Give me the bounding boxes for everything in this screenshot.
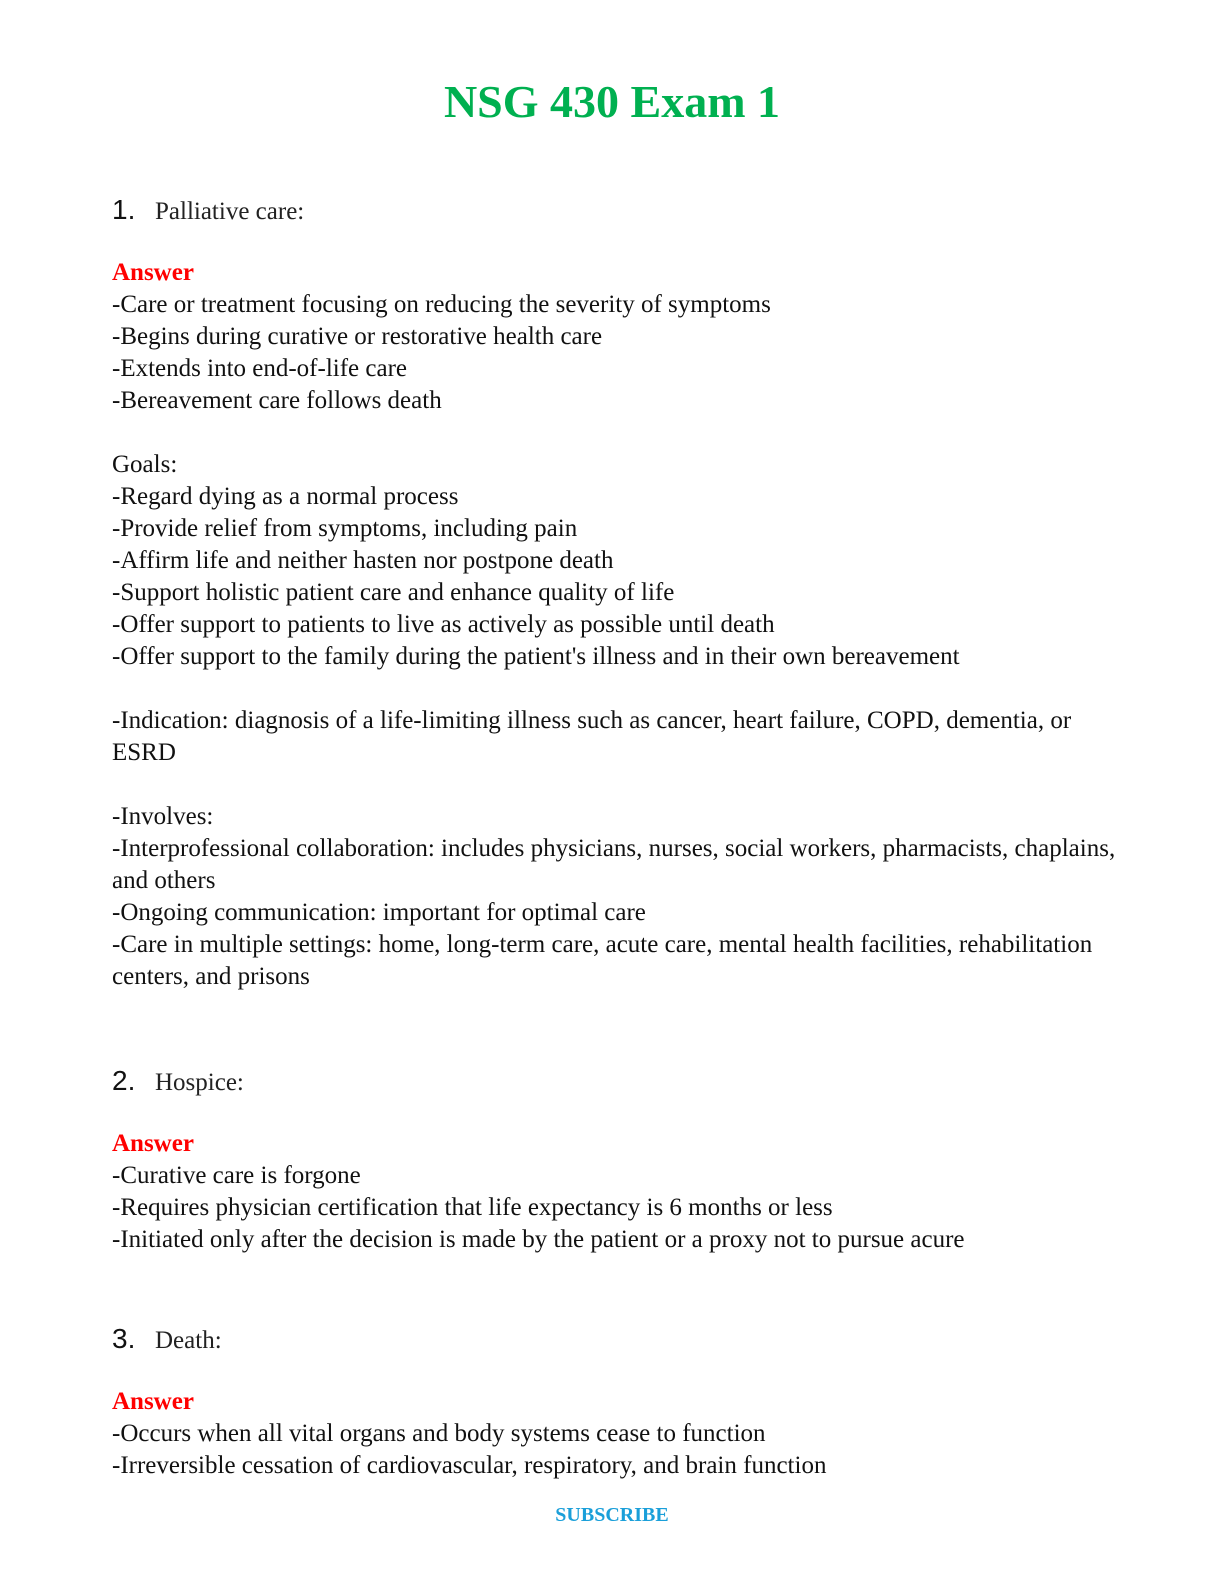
answer-label: Answer xyxy=(112,1388,194,1415)
answer-line: -Support holistic patient care and enhance quality of life xyxy=(112,579,675,606)
answer-line: -Care in multiple settings: home, long-term care, acute care, mental health facilities, rehabilitation centers, and prisons xyxy=(112,931,1093,990)
question-heading xyxy=(112,194,1122,234)
question-number: 1. xyxy=(112,194,136,225)
answer-line: -Begins during curative or restorative health care xyxy=(112,323,603,350)
exam-content xyxy=(112,194,1122,1482)
question-heading xyxy=(112,1323,1122,1363)
answer-line: -Irreversible cessation of cardiovascular, respiratory, and brain function xyxy=(112,1452,827,1479)
goals-heading: Goals: xyxy=(112,451,178,478)
paragraph-gap xyxy=(112,673,1122,705)
answer-label: Answer xyxy=(112,259,194,286)
answer-label: Answer xyxy=(112,1130,194,1157)
question-3 xyxy=(112,1323,1122,1482)
question-1 xyxy=(112,194,1122,993)
question-number: 2. xyxy=(112,1065,136,1096)
answer-line: -Initiated only after the decision is made by the patient or a proxy not to pursue acure xyxy=(112,1226,965,1253)
question-heading xyxy=(112,1065,1122,1105)
answer-line: -Regard dying as a normal process xyxy=(112,483,459,510)
answer-line: -Ongoing communication: important for optimal care xyxy=(112,899,646,926)
paragraph-gap xyxy=(112,769,1122,801)
question-label: Palliative care: xyxy=(155,198,305,225)
answer-line: -Care or treatment focusing on reducing the severity of symptoms xyxy=(112,291,771,318)
answer-line: -Offer support to the family during the patient's illness and in their own bereavement xyxy=(112,643,960,670)
answer-line: -Offer support to patients to live as actively as possible until death xyxy=(112,611,775,638)
question-2 xyxy=(112,1065,1122,1256)
involves-heading: -Involves: xyxy=(112,803,214,830)
question-label: Hospice: xyxy=(155,1069,244,1096)
paragraph-gap xyxy=(112,417,1122,449)
answer-line: -Bereavement care follows death xyxy=(112,387,442,414)
answer-line: -Provide relief from symptoms, including pain xyxy=(112,515,578,542)
page-title: NSG 430 Exam 1 xyxy=(443,76,781,127)
answer-line: -Indication: diagnosis of a life-limiting illness such as cancer, heart failure, COPD, dementia, or ESRD xyxy=(112,707,1072,766)
answer-line: -Curative care is forgone xyxy=(112,1162,361,1189)
answer-line: -Requires physician certification that life expectancy is 6 months or less xyxy=(112,1194,833,1221)
question-number: 3. xyxy=(112,1323,136,1354)
answer-line: -Occurs when all vital organs and body systems cease to function xyxy=(112,1420,766,1447)
answer-line: -Affirm life and neither hasten nor postpone death xyxy=(112,547,614,574)
answer-line: -Extends into end-of-life care xyxy=(112,355,408,382)
question-label: Death: xyxy=(155,1327,222,1354)
subscribe-link[interactable]: SUBSCRIBE xyxy=(555,1504,669,1526)
answer-line: -Interprofessional collaboration: includes physicians, nurses, social workers, pharmacists, chaplains, and others xyxy=(112,835,1116,894)
